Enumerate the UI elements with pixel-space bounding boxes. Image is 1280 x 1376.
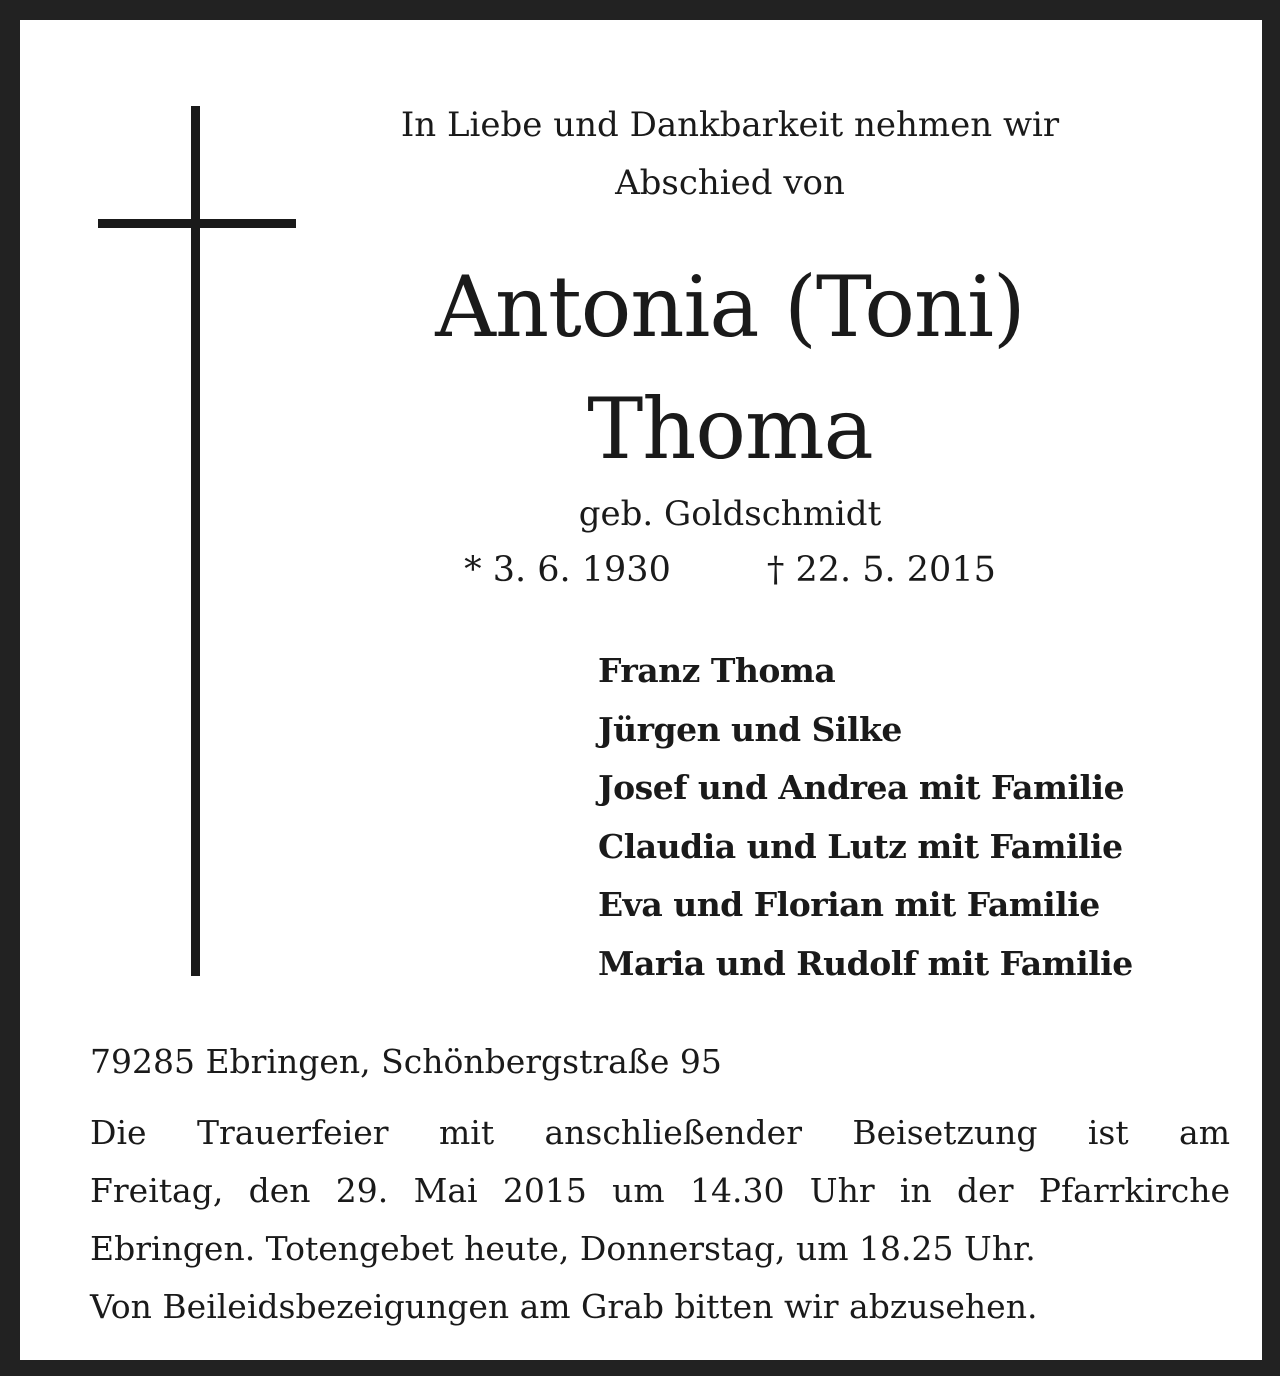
family-member: Maria und Rudolf mit Familie [598, 943, 1133, 983]
service-text [90, 1104, 1230, 1336]
service-line-3: Ebringen. Totengebet heute, Donnerstag, um 18.25 Uhr. [90, 1229, 1036, 1268]
deceased-last-name: Thoma [587, 380, 873, 478]
intro-line-1: In Liebe und Dankbarkeit nehmen wir [400, 105, 1060, 145]
family-member: Eva und Florian mit Familie [598, 885, 1100, 924]
family-member: Claudia und Lutz mit Familie [598, 826, 1123, 866]
maiden-name: geb. Goldschmidt [578, 494, 882, 534]
life-dates [350, 542, 1110, 598]
intro-line-2: Abschied von [615, 163, 845, 203]
family-list [598, 642, 1238, 993]
service-line-2: Freitag, den 29. Mai 2015 um 14.30 Uhr in der Pfarrkirche [90, 1171, 1230, 1210]
service-line-4: Von Beileidsbezeigungen am Grab bitten wir abzusehen. [90, 1287, 1038, 1326]
intro-text [350, 96, 1110, 212]
deceased-name [320, 246, 1140, 490]
family-member: Franz Thoma [598, 651, 836, 690]
family-member: Jürgen und Silke [598, 709, 902, 749]
birth-date: * 3. 6. 1930 [464, 550, 671, 590]
cross-icon-bar [98, 219, 296, 228]
death-date: † 22. 5. 2015 [766, 550, 996, 590]
address-line: 79285 Ebringen, Schönbergstraße 95 [90, 1042, 722, 1081]
family-member: Josef und Andrea mit Familie [598, 768, 1125, 807]
cross-icon [191, 106, 200, 976]
service-line-1: Die Trauerfeier mit anschließender Beisetzung ist am [90, 1113, 1230, 1152]
deceased-first-name: Antonia (Toni) [435, 258, 1025, 356]
